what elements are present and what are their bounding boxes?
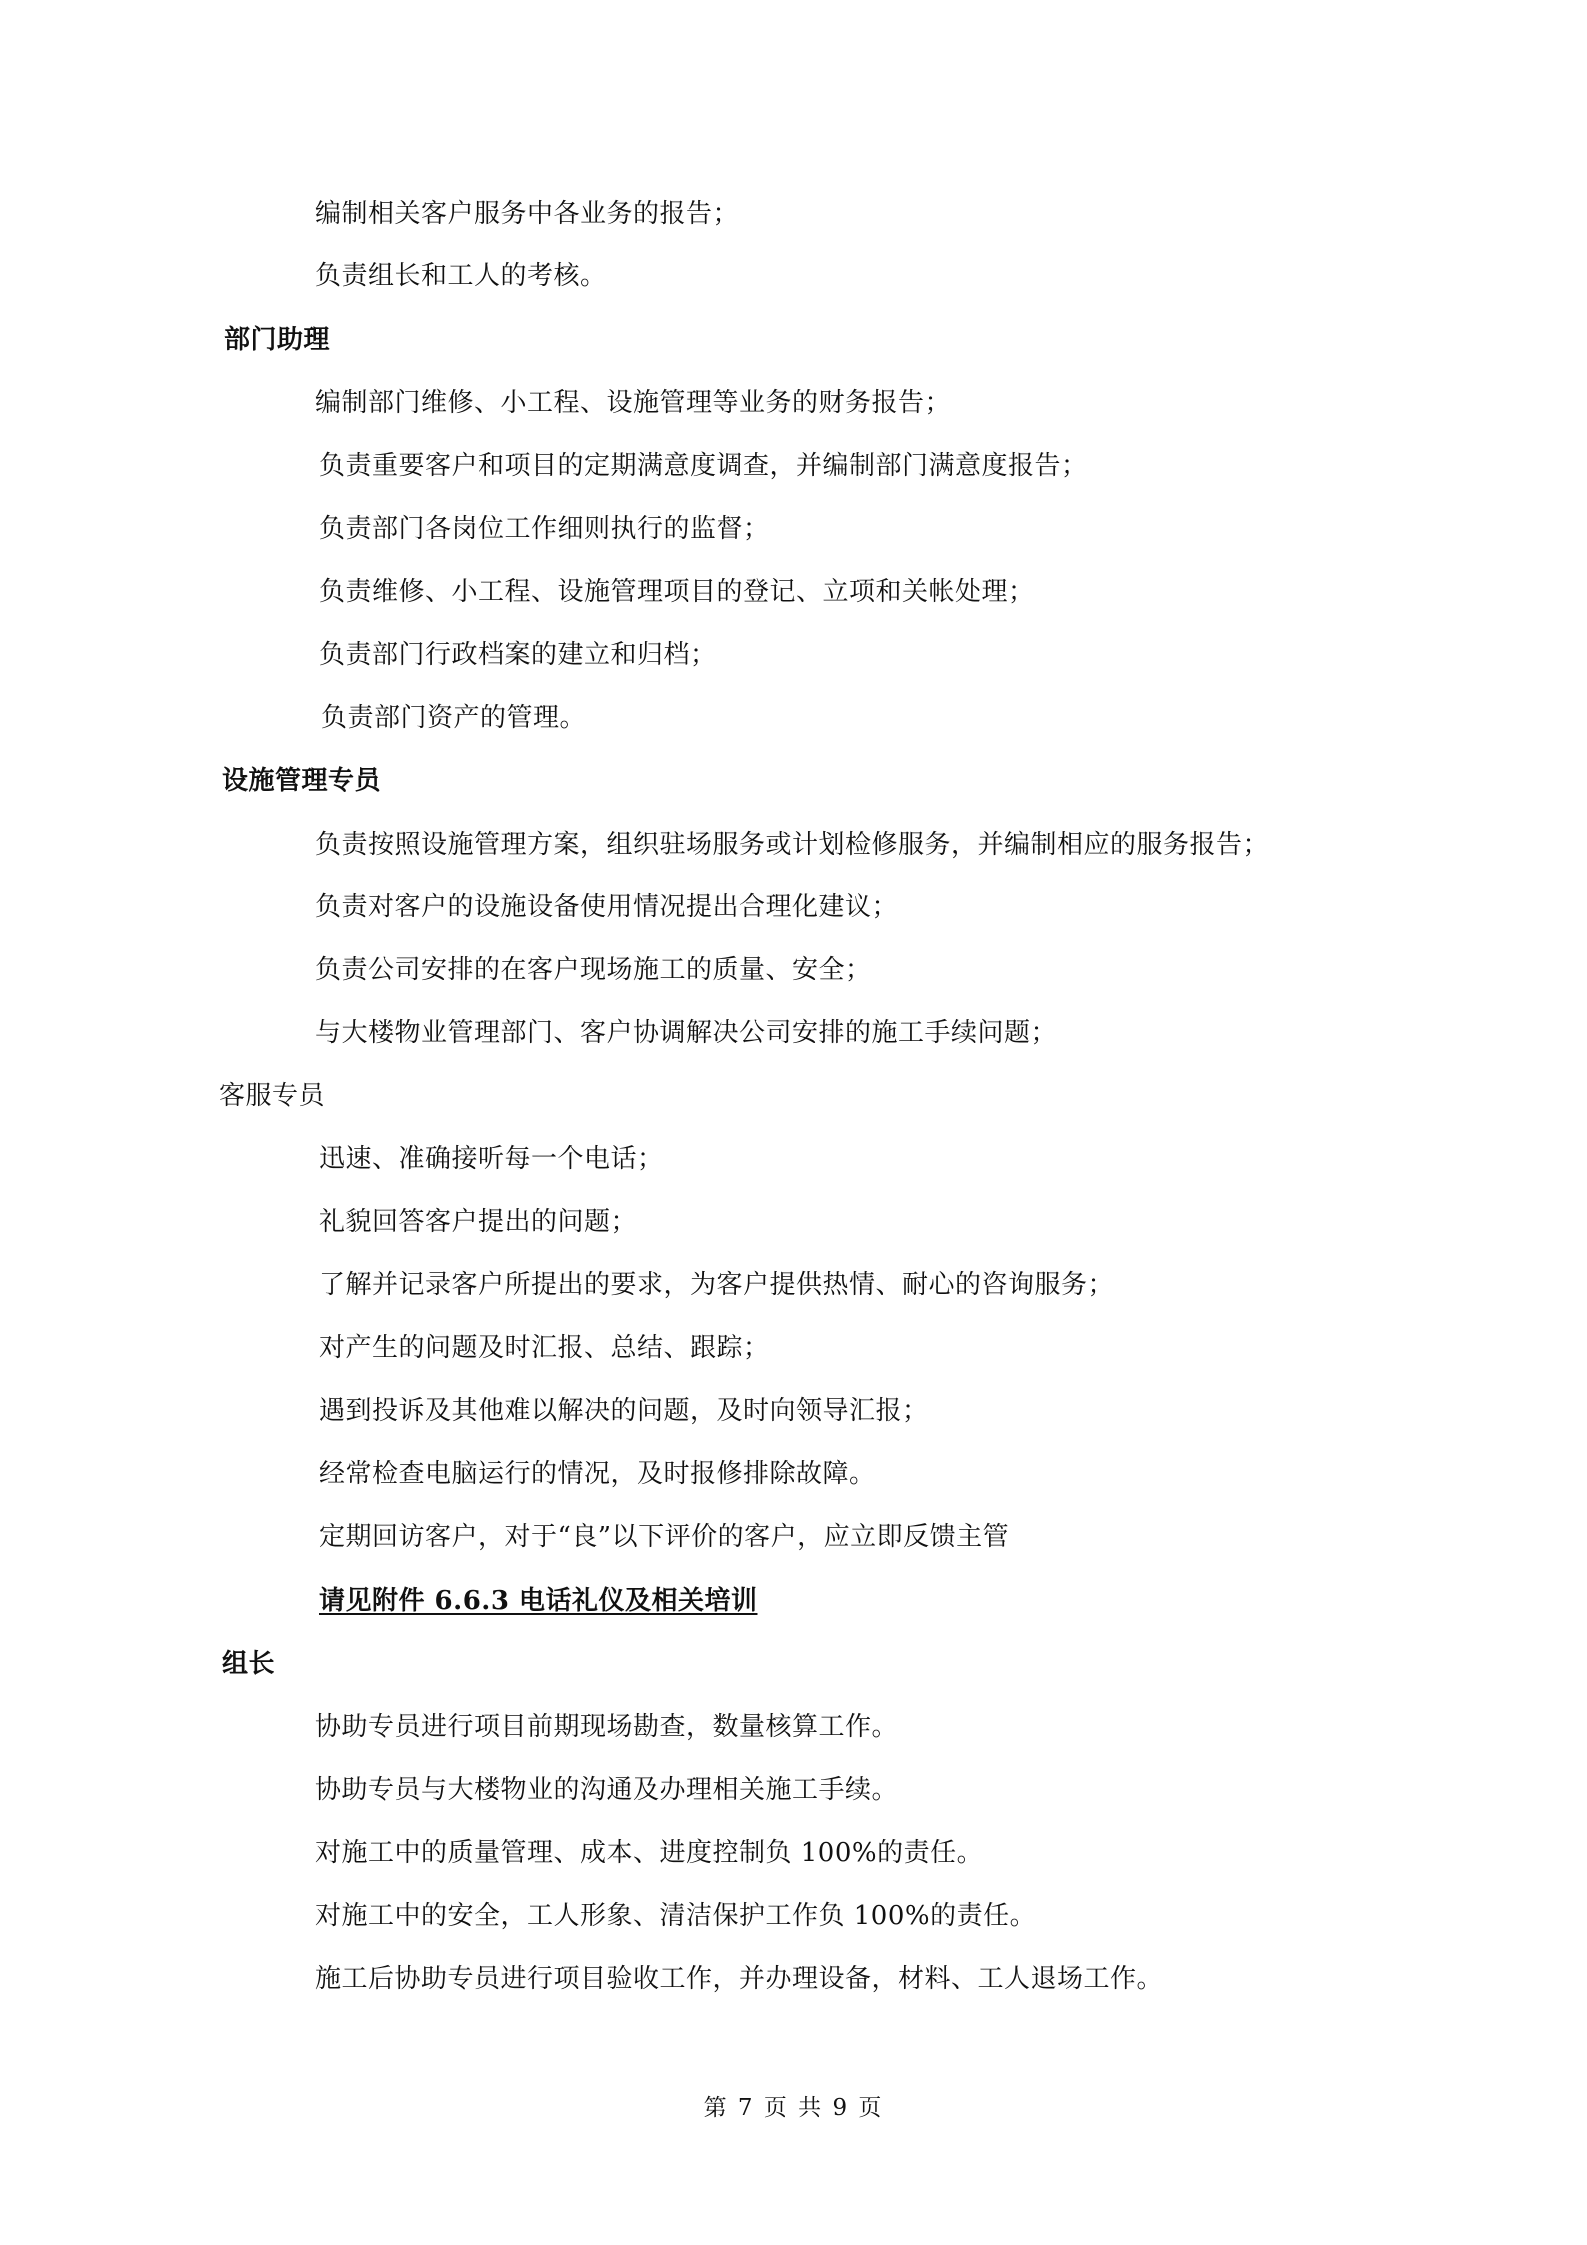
body-line: 编制部门维修、小工程、设施管理等业务的财务报告； [315,388,952,418]
body-line: 负责部门资产的管理。 [321,703,587,733]
appendix-link[interactable]: 请见附件 6.6.3 电话礼仪及相关培训 [319,1586,758,1616]
body-line: 编制相关客户服务中各业务的报告； [315,199,740,229]
body-line: 了解并记录客户所提出的要求，为客户提供热情、耐心的咨询服务； [319,1270,1115,1300]
body-line: 负责维修、小工程、设施管理项目的登记、立项和关帐处理； [319,577,1035,607]
section-heading-dept-assistant: 部门助理 [224,325,331,355]
body-line: 对施工中的质量管理、成本、进度控制负 100%的责任。 [315,1838,984,1868]
section-heading-cs-specialist: 客服专员 [219,1081,326,1111]
body-line: 迅速、准确接听每一个电话； [319,1144,664,1174]
body-line: 对施工中的安全，工人形象、清洁保护工作负 100%的责任。 [315,1901,1037,1931]
body-line: 遇到投诉及其他难以解决的问题，及时向领导汇报； [319,1396,929,1426]
body-line: 施工后协助专员进行项目验收工作，并办理设备，材料、工人退场工作。 [315,1964,1164,1994]
body-line: 协助专员进行项目前期现场勘查，数量核算工作。 [315,1712,899,1742]
body-line: 负责公司安排的在客户现场施工的质量、安全； [315,955,872,985]
body-line: 经常检查电脑运行的情况，及时报修排除故障。 [319,1459,876,1489]
body-line: 对产生的问题及时汇报、总结、跟踪； [319,1333,770,1363]
body-line: 礼貌回答客户提出的问题； [319,1207,638,1237]
section-heading-facility-specialist: 设施管理专员 [222,766,382,796]
section-heading-team-leader: 组长 [222,1649,276,1679]
body-line: 负责部门各岗位工作细则执行的监督； [319,514,770,544]
body-line: 协助专员与大楼物业的沟通及办理相关施工手续。 [315,1775,899,1805]
body-line: 负责部门行政档案的建立和归档； [319,640,717,670]
body-line: 负责按照设施管理方案，组织驻场服务或计划检修服务，并编制相应的服务报告； [315,830,1270,860]
body-line: 与大楼物业管理部门、客户协调解决公司安排的施工手续问题； [315,1018,1058,1048]
body-line: 负责对客户的设施设备使用情况提出合理化建议； [315,892,899,922]
body-line: 负责重要客户和项目的定期满意度调查，并编制部门满意度报告； [319,451,1088,481]
page-number-footer: 第 7 页 共 9 页 [703,2095,884,2121]
body-line: 负责组长和工人的考核。 [315,261,607,291]
body-line: 定期回访客户，对于“良”以下评价的客户，应立即反馈主管 [319,1522,1010,1552]
